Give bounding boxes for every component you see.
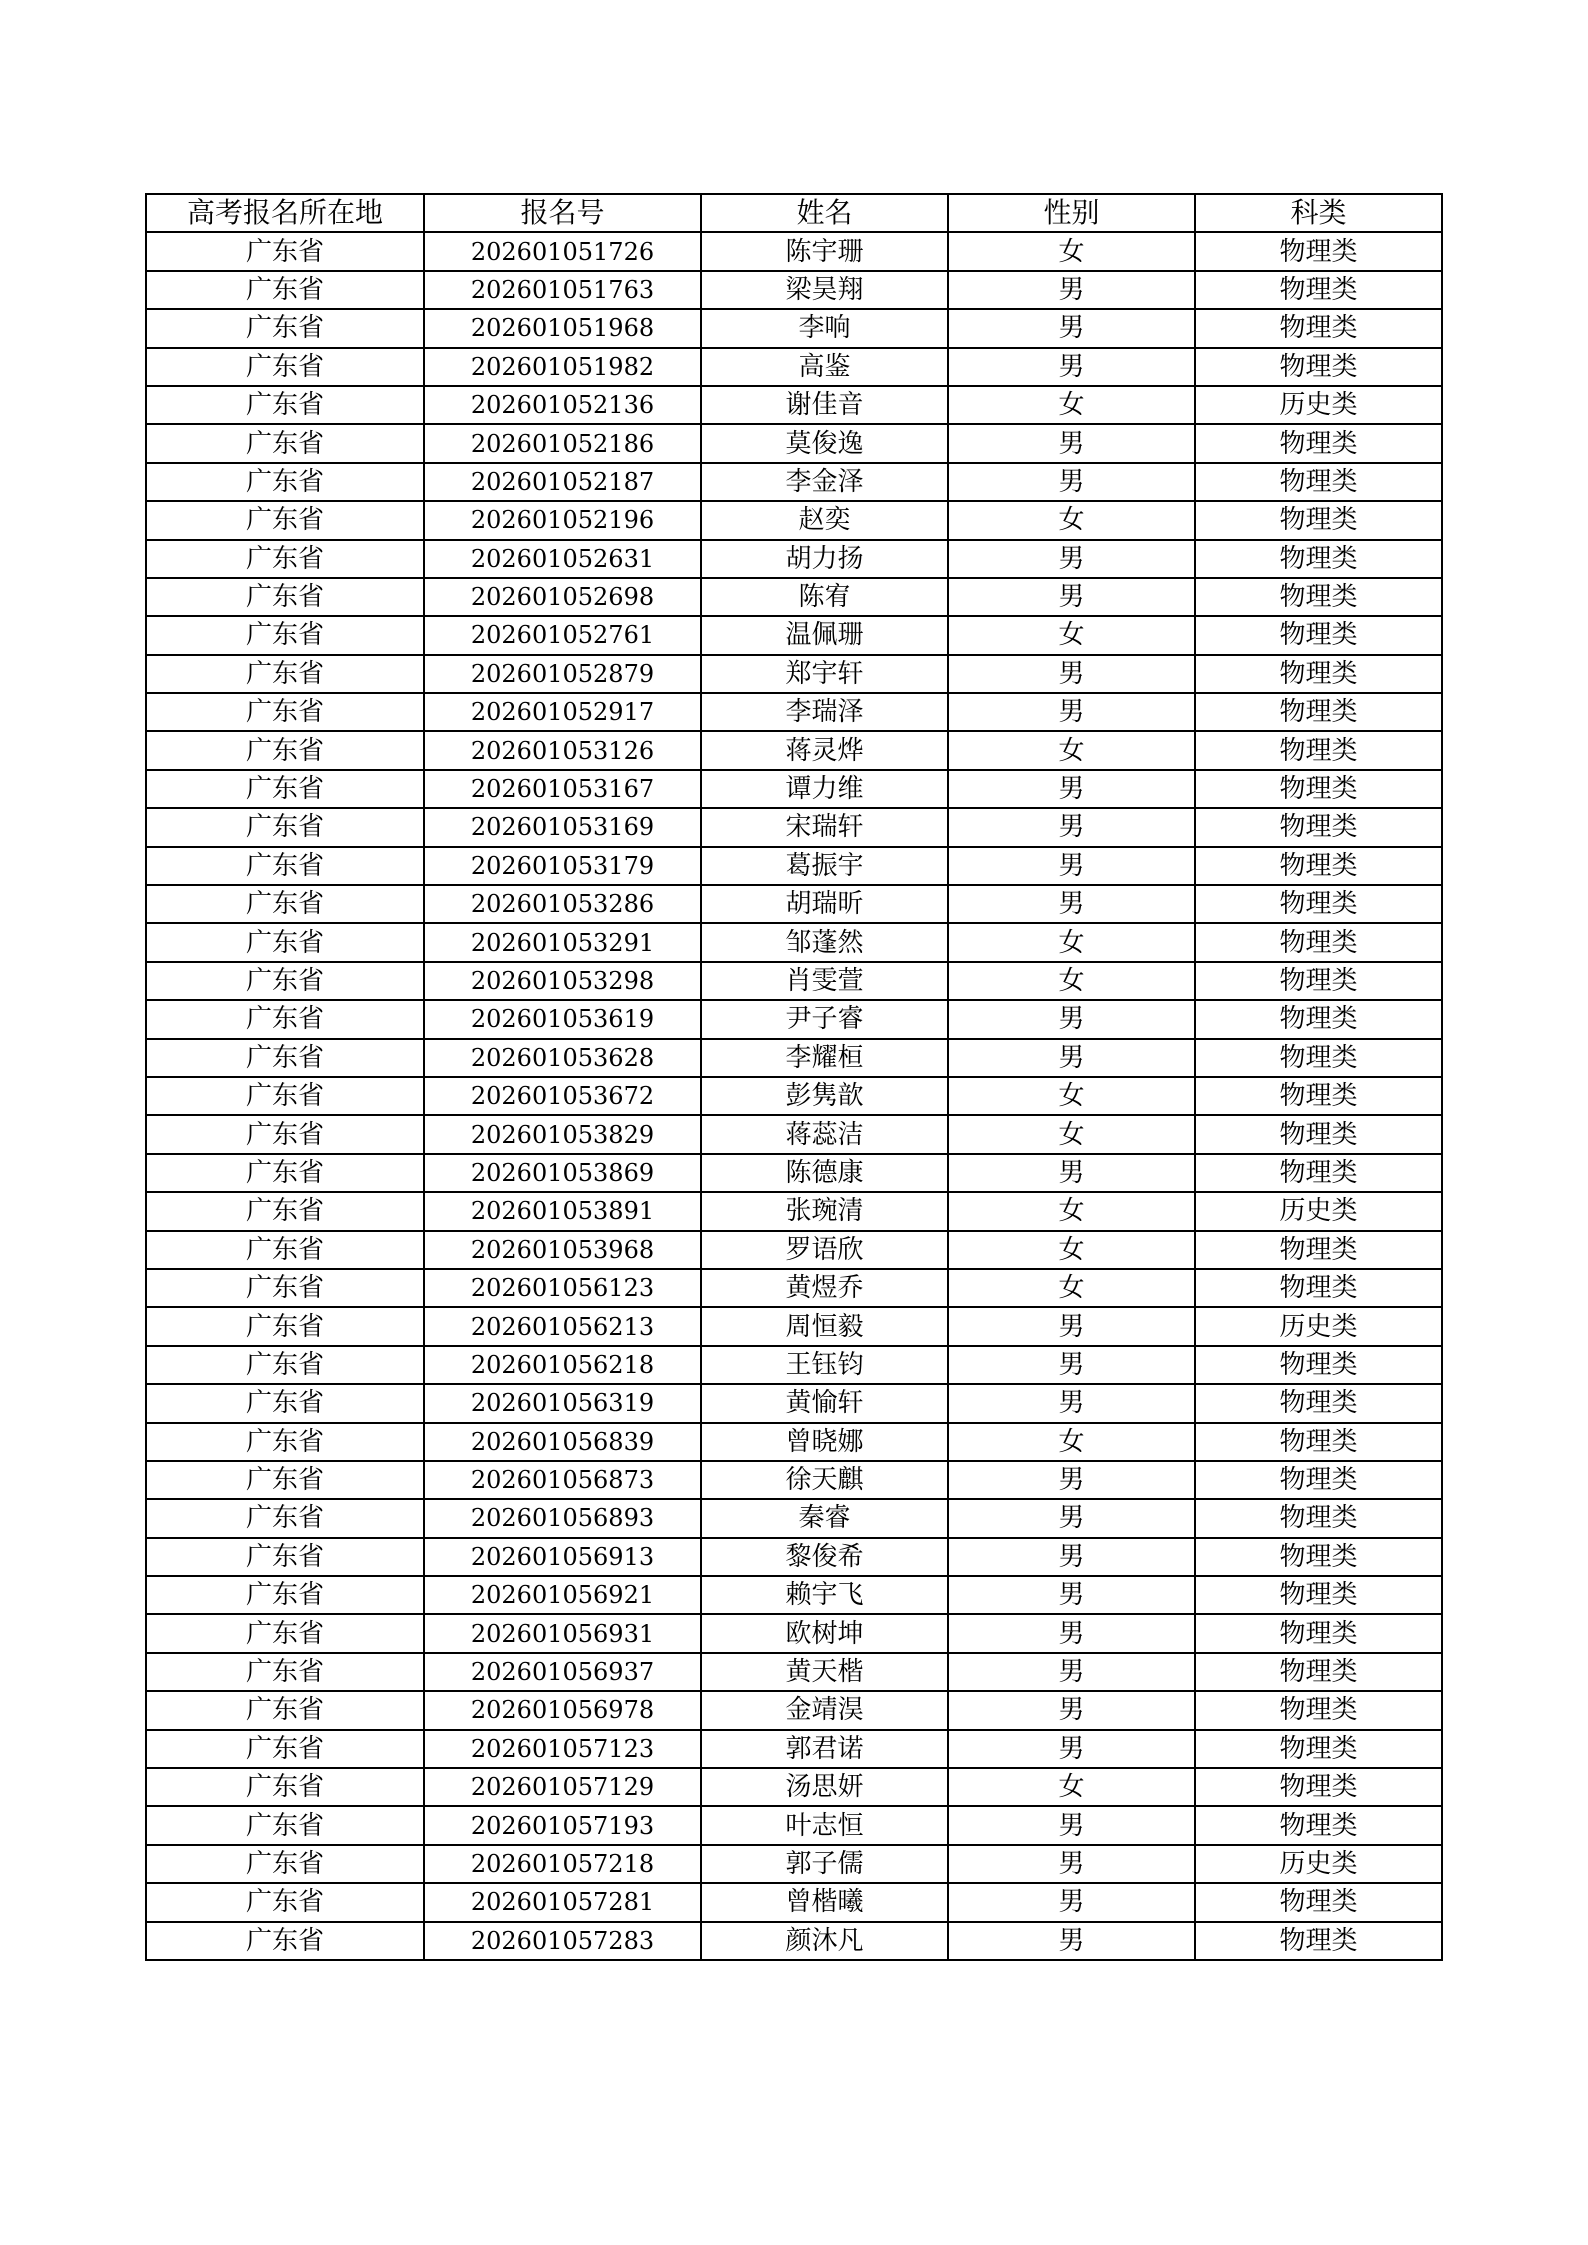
cell-subject-category: 物理类 (1195, 808, 1442, 846)
cell-registration-number: 202601053169 (424, 808, 701, 846)
table-row (146, 1499, 1442, 1537)
cell-registration-number: 202601056931 (424, 1614, 701, 1652)
table-row (146, 1423, 1442, 1461)
cell-registration-number: 202601057283 (424, 1922, 701, 1960)
table-row (146, 1922, 1442, 1960)
table-row (146, 1346, 1442, 1384)
cell-subject-category: 物理类 (1195, 1922, 1442, 1960)
table-row (146, 1845, 1442, 1883)
cell-region: 广东省 (146, 1768, 424, 1806)
cell-region: 广东省 (146, 1538, 424, 1576)
table-row (146, 1154, 1442, 1192)
cell-region: 广东省 (146, 847, 424, 885)
cell-gender: 女 (948, 1077, 1195, 1115)
cell-gender: 男 (948, 1730, 1195, 1768)
cell-region: 广东省 (146, 1576, 424, 1614)
cell-name: 彭隽歆 (701, 1077, 948, 1115)
table-row (146, 1039, 1442, 1077)
cell-region: 广东省 (146, 1691, 424, 1729)
cell-name: 蒋灵烨 (701, 731, 948, 769)
cell-subject-category: 物理类 (1195, 271, 1442, 309)
cell-subject-category: 物理类 (1195, 1691, 1442, 1729)
cell-subject-category: 物理类 (1195, 1883, 1442, 1921)
cell-region: 广东省 (146, 1883, 424, 1921)
cell-subject-category: 物理类 (1195, 463, 1442, 501)
cell-region: 广东省 (146, 271, 424, 309)
cell-subject-category: 物理类 (1195, 1461, 1442, 1499)
cell-gender: 男 (948, 1806, 1195, 1844)
cell-name: 曾楷曦 (701, 1883, 948, 1921)
cell-name: 颜沐凡 (701, 1922, 948, 1960)
cell-gender: 男 (948, 693, 1195, 731)
cell-region: 广东省 (146, 501, 424, 539)
cell-subject-category: 物理类 (1195, 1423, 1442, 1461)
cell-subject-category: 物理类 (1195, 1384, 1442, 1422)
cell-region: 广东省 (146, 1115, 424, 1153)
table-header (146, 194, 1442, 232)
cell-subject-category: 物理类 (1195, 1154, 1442, 1192)
cell-name: 王钰钧 (701, 1346, 948, 1384)
cell-region: 广东省 (146, 424, 424, 462)
cell-gender: 男 (948, 1538, 1195, 1576)
cell-gender: 男 (948, 847, 1195, 885)
cell-name: 李瑞泽 (701, 693, 948, 731)
cell-gender: 男 (948, 1039, 1195, 1077)
cell-region: 广东省 (146, 1346, 424, 1384)
cell-name: 蒋蕊洁 (701, 1115, 948, 1153)
table-row (146, 578, 1442, 616)
cell-gender: 男 (948, 424, 1195, 462)
cell-gender: 女 (948, 1192, 1195, 1230)
cell-registration-number: 202601056319 (424, 1384, 701, 1422)
table-row (146, 923, 1442, 961)
cell-subject-category: 物理类 (1195, 1614, 1442, 1652)
cell-gender: 男 (948, 1691, 1195, 1729)
cell-subject-category: 物理类 (1195, 1538, 1442, 1576)
cell-registration-number: 202601057193 (424, 1806, 701, 1844)
cell-region: 广东省 (146, 1806, 424, 1844)
table-row (146, 693, 1442, 731)
cell-subject-category: 物理类 (1195, 1768, 1442, 1806)
cell-gender: 男 (948, 1576, 1195, 1614)
cell-name: 黄愉轩 (701, 1384, 948, 1422)
table-row (146, 1461, 1442, 1499)
cell-registration-number: 202601053286 (424, 885, 701, 923)
cell-registration-number: 202601051968 (424, 309, 701, 347)
table-row (146, 232, 1442, 270)
cell-gender: 男 (948, 655, 1195, 693)
cell-gender: 男 (948, 348, 1195, 386)
table-row (146, 731, 1442, 769)
cell-region: 广东省 (146, 1461, 424, 1499)
cell-region: 广东省 (146, 309, 424, 347)
table-row (146, 1000, 1442, 1038)
table-row (146, 1730, 1442, 1768)
cell-registration-number: 202601053619 (424, 1000, 701, 1038)
cell-registration-number: 202601056913 (424, 1538, 701, 1576)
cell-name: 周恒毅 (701, 1307, 948, 1345)
cell-registration-number: 202601051982 (424, 348, 701, 386)
cell-name: 黄天楷 (701, 1653, 948, 1691)
cell-subject-category: 物理类 (1195, 1039, 1442, 1077)
cell-subject-category: 物理类 (1195, 1346, 1442, 1384)
cell-region: 广东省 (146, 1231, 424, 1269)
header-name: 姓名 (701, 194, 948, 232)
cell-subject-category: 物理类 (1195, 1576, 1442, 1614)
cell-gender: 男 (948, 1845, 1195, 1883)
cell-gender: 女 (948, 1768, 1195, 1806)
table-row (146, 309, 1442, 347)
cell-name: 葛振宇 (701, 847, 948, 885)
cell-region: 广东省 (146, 1307, 424, 1345)
cell-name: 梁昊翔 (701, 271, 948, 309)
cell-subject-category: 物理类 (1195, 731, 1442, 769)
roster-table (145, 193, 1443, 1961)
cell-registration-number: 202601056873 (424, 1461, 701, 1499)
cell-region: 广东省 (146, 616, 424, 654)
table-row (146, 655, 1442, 693)
cell-subject-category: 历史类 (1195, 1192, 1442, 1230)
cell-gender: 女 (948, 1423, 1195, 1461)
cell-registration-number: 202601056893 (424, 1499, 701, 1537)
cell-registration-number: 202601052761 (424, 616, 701, 654)
cell-registration-number: 202601057129 (424, 1768, 701, 1806)
cell-region: 广东省 (146, 1000, 424, 1038)
cell-region: 广东省 (146, 1192, 424, 1230)
cell-region: 广东省 (146, 1384, 424, 1422)
cell-name: 郑宇轩 (701, 655, 948, 693)
cell-name: 曾晓娜 (701, 1423, 948, 1461)
cell-registration-number: 202601051726 (424, 232, 701, 270)
table-row (146, 1231, 1442, 1269)
cell-registration-number: 202601057123 (424, 1730, 701, 1768)
cell-subject-category: 物理类 (1195, 578, 1442, 616)
table-row (146, 424, 1442, 462)
cell-subject-category: 物理类 (1195, 1730, 1442, 1768)
cell-registration-number: 202601056839 (424, 1423, 701, 1461)
cell-registration-number: 202601052917 (424, 693, 701, 731)
cell-gender: 女 (948, 731, 1195, 769)
cell-gender: 男 (948, 1883, 1195, 1921)
cell-region: 广东省 (146, 348, 424, 386)
cell-gender: 男 (948, 1000, 1195, 1038)
header-registration-number: 报名号 (424, 194, 701, 232)
cell-registration-number: 202601053179 (424, 847, 701, 885)
cell-registration-number: 202601053891 (424, 1192, 701, 1230)
cell-subject-category: 物理类 (1195, 424, 1442, 462)
cell-region: 广东省 (146, 386, 424, 424)
cell-region: 广东省 (146, 1423, 424, 1461)
cell-name: 叶志恒 (701, 1806, 948, 1844)
cell-subject-category: 物理类 (1195, 1000, 1442, 1038)
cell-registration-number: 202601056921 (424, 1576, 701, 1614)
cell-gender: 男 (948, 1307, 1195, 1345)
cell-registration-number: 202601052136 (424, 386, 701, 424)
cell-subject-category: 物理类 (1195, 923, 1442, 961)
cell-region: 广东省 (146, 578, 424, 616)
table-row (146, 386, 1442, 424)
cell-region: 广东省 (146, 1845, 424, 1883)
cell-gender: 男 (948, 1384, 1195, 1422)
cell-subject-category: 物理类 (1195, 1231, 1442, 1269)
header-region: 高考报名所在地 (146, 194, 424, 232)
table-row (146, 1115, 1442, 1153)
cell-gender: 男 (948, 578, 1195, 616)
table-row (146, 1384, 1442, 1422)
cell-subject-category: 物理类 (1195, 885, 1442, 923)
cell-subject-category: 物理类 (1195, 655, 1442, 693)
cell-region: 广东省 (146, 808, 424, 846)
table-row (146, 463, 1442, 501)
cell-gender: 女 (948, 1269, 1195, 1307)
cell-registration-number: 202601053672 (424, 1077, 701, 1115)
table-row (146, 1691, 1442, 1729)
table-row (146, 1768, 1442, 1806)
cell-name: 莫俊逸 (701, 424, 948, 462)
cell-subject-category: 物理类 (1195, 962, 1442, 1000)
cell-registration-number: 202601056213 (424, 1307, 701, 1345)
table-row (146, 1538, 1442, 1576)
cell-region: 广东省 (146, 1653, 424, 1691)
cell-registration-number: 202601056218 (424, 1346, 701, 1384)
cell-registration-number: 202601053291 (424, 923, 701, 961)
cell-gender: 女 (948, 962, 1195, 1000)
cell-subject-category: 历史类 (1195, 1307, 1442, 1345)
cell-name: 李耀桓 (701, 1039, 948, 1077)
cell-region: 广东省 (146, 1730, 424, 1768)
cell-subject-category: 物理类 (1195, 540, 1442, 578)
cell-registration-number: 202601057218 (424, 1845, 701, 1883)
cell-gender: 男 (948, 309, 1195, 347)
table-row (146, 1883, 1442, 1921)
cell-name: 宋瑞轩 (701, 808, 948, 846)
cell-gender: 男 (948, 1614, 1195, 1652)
cell-region: 广东省 (146, 232, 424, 270)
cell-subject-category: 物理类 (1195, 309, 1442, 347)
table-row (146, 1269, 1442, 1307)
cell-region: 广东省 (146, 962, 424, 1000)
header-subject-category: 科类 (1195, 194, 1442, 232)
cell-subject-category: 历史类 (1195, 386, 1442, 424)
cell-name: 谭力维 (701, 770, 948, 808)
cell-name: 赵奕 (701, 501, 948, 539)
cell-gender: 男 (948, 770, 1195, 808)
cell-name: 黄煜乔 (701, 1269, 948, 1307)
cell-subject-category: 物理类 (1195, 348, 1442, 386)
cell-name: 陈德康 (701, 1154, 948, 1192)
table-row (146, 616, 1442, 654)
header-gender: 性别 (948, 194, 1195, 232)
cell-gender: 男 (948, 1499, 1195, 1537)
table-row (146, 1576, 1442, 1614)
cell-region: 广东省 (146, 731, 424, 769)
table-row (146, 501, 1442, 539)
table-row (146, 1307, 1442, 1345)
cell-gender: 男 (948, 1653, 1195, 1691)
cell-registration-number: 202601056123 (424, 1269, 701, 1307)
cell-gender: 男 (948, 1154, 1195, 1192)
cell-region: 广东省 (146, 923, 424, 961)
table-body (146, 232, 1442, 1960)
cell-region: 广东省 (146, 693, 424, 731)
cell-registration-number: 202601053167 (424, 770, 701, 808)
cell-subject-category: 物理类 (1195, 847, 1442, 885)
cell-name: 罗语欣 (701, 1231, 948, 1269)
cell-name: 徐天麒 (701, 1461, 948, 1499)
cell-subject-category: 物理类 (1195, 232, 1442, 270)
table-row (146, 1653, 1442, 1691)
cell-name: 高鉴 (701, 348, 948, 386)
cell-region: 广东省 (146, 655, 424, 693)
cell-registration-number: 202601052196 (424, 501, 701, 539)
cell-gender: 男 (948, 885, 1195, 923)
table-row (146, 1192, 1442, 1230)
cell-gender: 女 (948, 616, 1195, 654)
cell-name: 温佩珊 (701, 616, 948, 654)
cell-name: 肖雯萱 (701, 962, 948, 1000)
table-row (146, 271, 1442, 309)
cell-gender: 女 (948, 232, 1195, 270)
cell-gender: 男 (948, 808, 1195, 846)
cell-subject-category: 物理类 (1195, 693, 1442, 731)
cell-region: 广东省 (146, 1154, 424, 1192)
cell-gender: 男 (948, 1922, 1195, 1960)
cell-region: 广东省 (146, 1922, 424, 1960)
cell-gender: 男 (948, 540, 1195, 578)
cell-subject-category: 物理类 (1195, 616, 1442, 654)
cell-region: 广东省 (146, 1269, 424, 1307)
cell-name: 汤思妍 (701, 1768, 948, 1806)
cell-registration-number: 202601056978 (424, 1691, 701, 1729)
cell-registration-number: 202601057281 (424, 1883, 701, 1921)
cell-name: 谢佳音 (701, 386, 948, 424)
cell-gender: 女 (948, 923, 1195, 961)
table-row (146, 770, 1442, 808)
table-row (146, 1614, 1442, 1652)
table-row (146, 962, 1442, 1000)
cell-registration-number: 202601052698 (424, 578, 701, 616)
cell-registration-number: 202601053298 (424, 962, 701, 1000)
cell-subject-category: 物理类 (1195, 1653, 1442, 1691)
cell-registration-number: 202601053126 (424, 731, 701, 769)
table-row (146, 540, 1442, 578)
cell-subject-category: 物理类 (1195, 770, 1442, 808)
cell-registration-number: 202601053869 (424, 1154, 701, 1192)
header-row (146, 194, 1442, 232)
cell-name: 胡力扬 (701, 540, 948, 578)
cell-region: 广东省 (146, 1499, 424, 1537)
cell-name: 郭子儒 (701, 1845, 948, 1883)
cell-registration-number: 202601052186 (424, 424, 701, 462)
cell-name: 赖宇飞 (701, 1576, 948, 1614)
cell-gender: 女 (948, 386, 1195, 424)
cell-subject-category: 物理类 (1195, 1269, 1442, 1307)
cell-name: 尹子睿 (701, 1000, 948, 1038)
cell-subject-category: 历史类 (1195, 1845, 1442, 1883)
cell-name: 郭君诺 (701, 1730, 948, 1768)
table-row (146, 1806, 1442, 1844)
cell-name: 李金泽 (701, 463, 948, 501)
cell-name: 李响 (701, 309, 948, 347)
cell-name: 秦睿 (701, 1499, 948, 1537)
cell-region: 广东省 (146, 1077, 424, 1115)
cell-gender: 男 (948, 1346, 1195, 1384)
cell-gender: 男 (948, 463, 1195, 501)
cell-region: 广东省 (146, 885, 424, 923)
cell-region: 广东省 (146, 770, 424, 808)
cell-gender: 女 (948, 1231, 1195, 1269)
cell-name: 黎俊希 (701, 1538, 948, 1576)
cell-gender: 男 (948, 271, 1195, 309)
cell-region: 广东省 (146, 540, 424, 578)
cell-region: 广东省 (146, 1039, 424, 1077)
cell-subject-category: 物理类 (1195, 1499, 1442, 1537)
cell-registration-number: 202601052631 (424, 540, 701, 578)
table-row (146, 348, 1442, 386)
table-row (146, 885, 1442, 923)
cell-name: 陈宇珊 (701, 232, 948, 270)
table-row (146, 847, 1442, 885)
cell-name: 胡瑞昕 (701, 885, 948, 923)
cell-subject-category: 物理类 (1195, 1077, 1442, 1115)
cell-name: 欧树坤 (701, 1614, 948, 1652)
table-row (146, 1077, 1442, 1115)
cell-registration-number: 202601053968 (424, 1231, 701, 1269)
cell-registration-number: 202601053829 (424, 1115, 701, 1153)
cell-region: 广东省 (146, 1614, 424, 1652)
cell-subject-category: 物理类 (1195, 501, 1442, 539)
cell-name: 金靖淏 (701, 1691, 948, 1729)
cell-subject-category: 物理类 (1195, 1115, 1442, 1153)
cell-registration-number: 202601056937 (424, 1653, 701, 1691)
cell-gender: 女 (948, 501, 1195, 539)
cell-subject-category: 物理类 (1195, 1806, 1442, 1844)
cell-name: 陈宥 (701, 578, 948, 616)
cell-registration-number: 202601053628 (424, 1039, 701, 1077)
cell-region: 广东省 (146, 463, 424, 501)
table-row (146, 808, 1442, 846)
cell-registration-number: 202601052879 (424, 655, 701, 693)
cell-registration-number: 202601052187 (424, 463, 701, 501)
cell-gender: 女 (948, 1115, 1195, 1153)
cell-gender: 男 (948, 1461, 1195, 1499)
cell-name: 邹蓬然 (701, 923, 948, 961)
cell-registration-number: 202601051763 (424, 271, 701, 309)
cell-name: 张琬清 (701, 1192, 948, 1230)
